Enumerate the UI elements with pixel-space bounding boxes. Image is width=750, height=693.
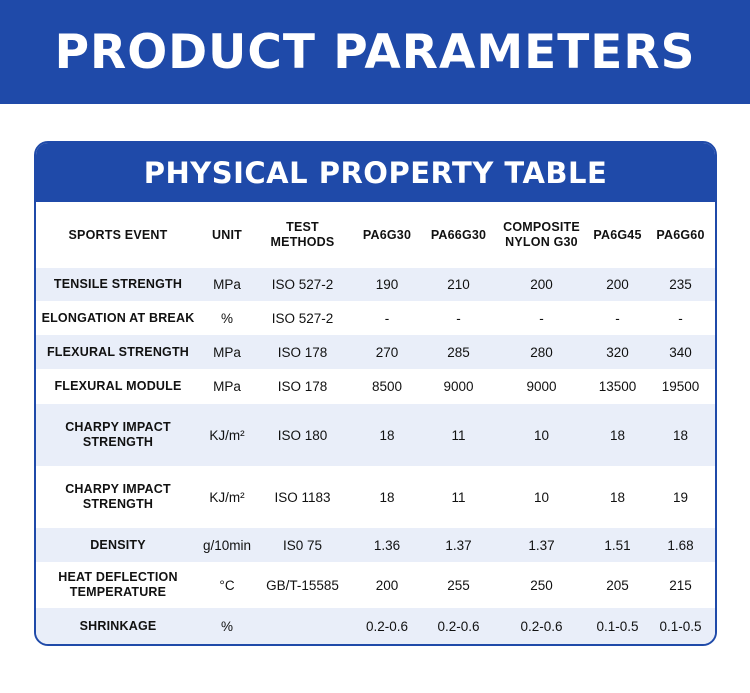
table-header	[36, 143, 715, 202]
table-row	[36, 562, 715, 608]
method-cell: ISO 178	[254, 335, 351, 369]
value-cell: 320	[589, 335, 646, 369]
cell-text-line: PA6G30	[362, 227, 412, 242]
cell-text-line: TEST	[286, 220, 319, 234]
value-cell: -	[615, 310, 620, 326]
column-header	[423, 202, 494, 268]
value-cell: 340	[646, 335, 715, 369]
property-table	[36, 202, 715, 645]
cell-text-line: CHARPY IMPACT	[65, 482, 171, 496]
value-cell: 0.2-0.6	[423, 608, 494, 645]
cell-text-line: NYLON G30	[505, 235, 578, 249]
value-cell: 9000	[526, 379, 557, 394]
column-header	[646, 202, 715, 268]
table-row	[36, 268, 715, 301]
value-cell: 10	[533, 489, 550, 505]
property-table-card	[34, 141, 717, 646]
value-cell: 1.51	[589, 528, 646, 562]
method-cell: ISO 527-2	[271, 310, 334, 326]
unit-cell: g/10min	[200, 528, 254, 562]
value-cell: 0.2-0.6	[494, 608, 589, 645]
value-cell: 0.1-0.5	[589, 608, 646, 645]
value-cell: 11	[451, 489, 466, 505]
unit-cell: MPa	[200, 335, 254, 369]
property-cell	[36, 404, 200, 466]
cell-text-line: METHODS	[270, 235, 335, 249]
value-cell: 205	[606, 577, 629, 593]
value-cell: 210	[423, 268, 494, 301]
cell-text-line: FLEXURAL STRENGTH	[46, 344, 190, 359]
value-cell: -	[678, 310, 683, 326]
method-cell: ISO 178	[277, 379, 328, 394]
property-cell	[36, 301, 200, 335]
value-cell: 9000	[443, 379, 474, 394]
property-cell	[36, 466, 200, 528]
method-cell: GB/T-15585	[266, 577, 339, 593]
value-cell: -	[384, 310, 390, 326]
column-header	[351, 202, 423, 268]
cell-text-line: COMPOSITE	[503, 220, 580, 234]
table-row	[36, 466, 715, 528]
value-cell: 255	[447, 577, 470, 593]
property-cell	[36, 335, 200, 369]
method-cell: ISO 1183	[274, 489, 331, 505]
value-cell: 270	[351, 335, 423, 369]
cell-text-line: ELONGATION AT BREAK	[41, 310, 195, 325]
value-cell: 215	[669, 577, 692, 593]
cell-text-line: STRENGTH	[82, 497, 154, 511]
property-cell	[36, 608, 200, 645]
method-cell: ISO 527-2	[254, 268, 351, 301]
unit-cell: KJ/m²	[209, 489, 245, 505]
cell-text-line: UNIT	[212, 227, 242, 242]
value-cell: 0.2-0.6	[351, 608, 423, 645]
value-cell: -	[456, 310, 461, 326]
unit-cell: MPa	[213, 379, 241, 394]
value-cell: 18	[379, 489, 395, 505]
cell-text-line: PA66G30	[430, 227, 487, 242]
unit-cell: MPa	[200, 268, 254, 301]
value-cell: 190	[351, 268, 423, 301]
value-cell: 19500	[661, 379, 700, 394]
table-title: PHYSICAL PROPERTY TABLE	[143, 155, 608, 190]
cell-text-line: FLEXURAL MODULE	[54, 379, 182, 393]
value-cell: 285	[423, 335, 494, 369]
property-cell	[36, 528, 200, 562]
value-cell: 18	[589, 404, 646, 466]
table-row	[36, 301, 715, 335]
value-cell: 13500	[598, 379, 637, 394]
page-title: PRODUCT PARAMETERS	[54, 24, 696, 80]
property-cell	[36, 369, 200, 404]
table-row	[36, 369, 715, 404]
column-header	[254, 202, 351, 268]
column-header	[200, 202, 254, 268]
column-header	[36, 202, 200, 268]
unit-cell: °C	[219, 577, 235, 593]
cell-text-line: PA6G60	[656, 227, 705, 242]
cell-text-line: CHARPY IMPACT	[65, 420, 171, 434]
value-cell: 11	[423, 404, 494, 466]
value-cell: -	[539, 310, 544, 326]
cell-text-line: TENSILE STRENGTH	[53, 277, 183, 291]
value-cell: 200	[589, 268, 646, 301]
value-cell: 200	[494, 268, 589, 301]
table-row	[36, 404, 715, 466]
unit-cell: KJ/m²	[200, 404, 254, 466]
property-cell	[36, 268, 200, 301]
value-cell: 1.37	[423, 528, 494, 562]
unit-cell: %	[220, 310, 233, 326]
value-cell: 10	[494, 404, 589, 466]
cell-text-line: TEMPERATURE	[69, 585, 167, 599]
cell-text-line: SHRINKAGE	[79, 619, 157, 633]
column-header	[494, 202, 589, 268]
cell-text-line: DENSITY	[90, 537, 146, 552]
value-cell: 0.1-0.5	[646, 608, 715, 645]
method-cell: ISO 180	[254, 404, 351, 466]
table-header-row	[36, 202, 715, 268]
cell-text-line: SPORTS EVENT	[68, 227, 168, 242]
cell-text-line: HEAT DEFLECTION	[58, 570, 178, 584]
value-cell: 250	[530, 577, 553, 593]
value-cell: 280	[494, 335, 589, 369]
table-row	[36, 528, 715, 562]
method-cell: IS0 75	[254, 528, 351, 562]
property-cell	[36, 562, 200, 608]
table-row	[36, 335, 715, 369]
cell-text-line: STRENGTH	[82, 435, 154, 449]
value-cell: 1.68	[646, 528, 715, 562]
table-row	[36, 608, 715, 645]
value-cell: 1.37	[494, 528, 589, 562]
value-cell: 8500	[371, 379, 403, 394]
cell-text-line: PA6G45	[593, 227, 642, 242]
column-header	[589, 202, 646, 268]
value-cell: 235	[646, 268, 715, 301]
unit-cell: %	[200, 608, 254, 645]
value-cell: 18	[646, 404, 715, 466]
value-cell: 18	[351, 404, 423, 466]
value-cell: 19	[672, 489, 689, 505]
method-cell	[254, 608, 351, 645]
value-cell: 1.36	[351, 528, 423, 562]
page-banner	[0, 0, 750, 104]
value-cell: 200	[375, 577, 399, 593]
value-cell: 18	[609, 489, 626, 505]
